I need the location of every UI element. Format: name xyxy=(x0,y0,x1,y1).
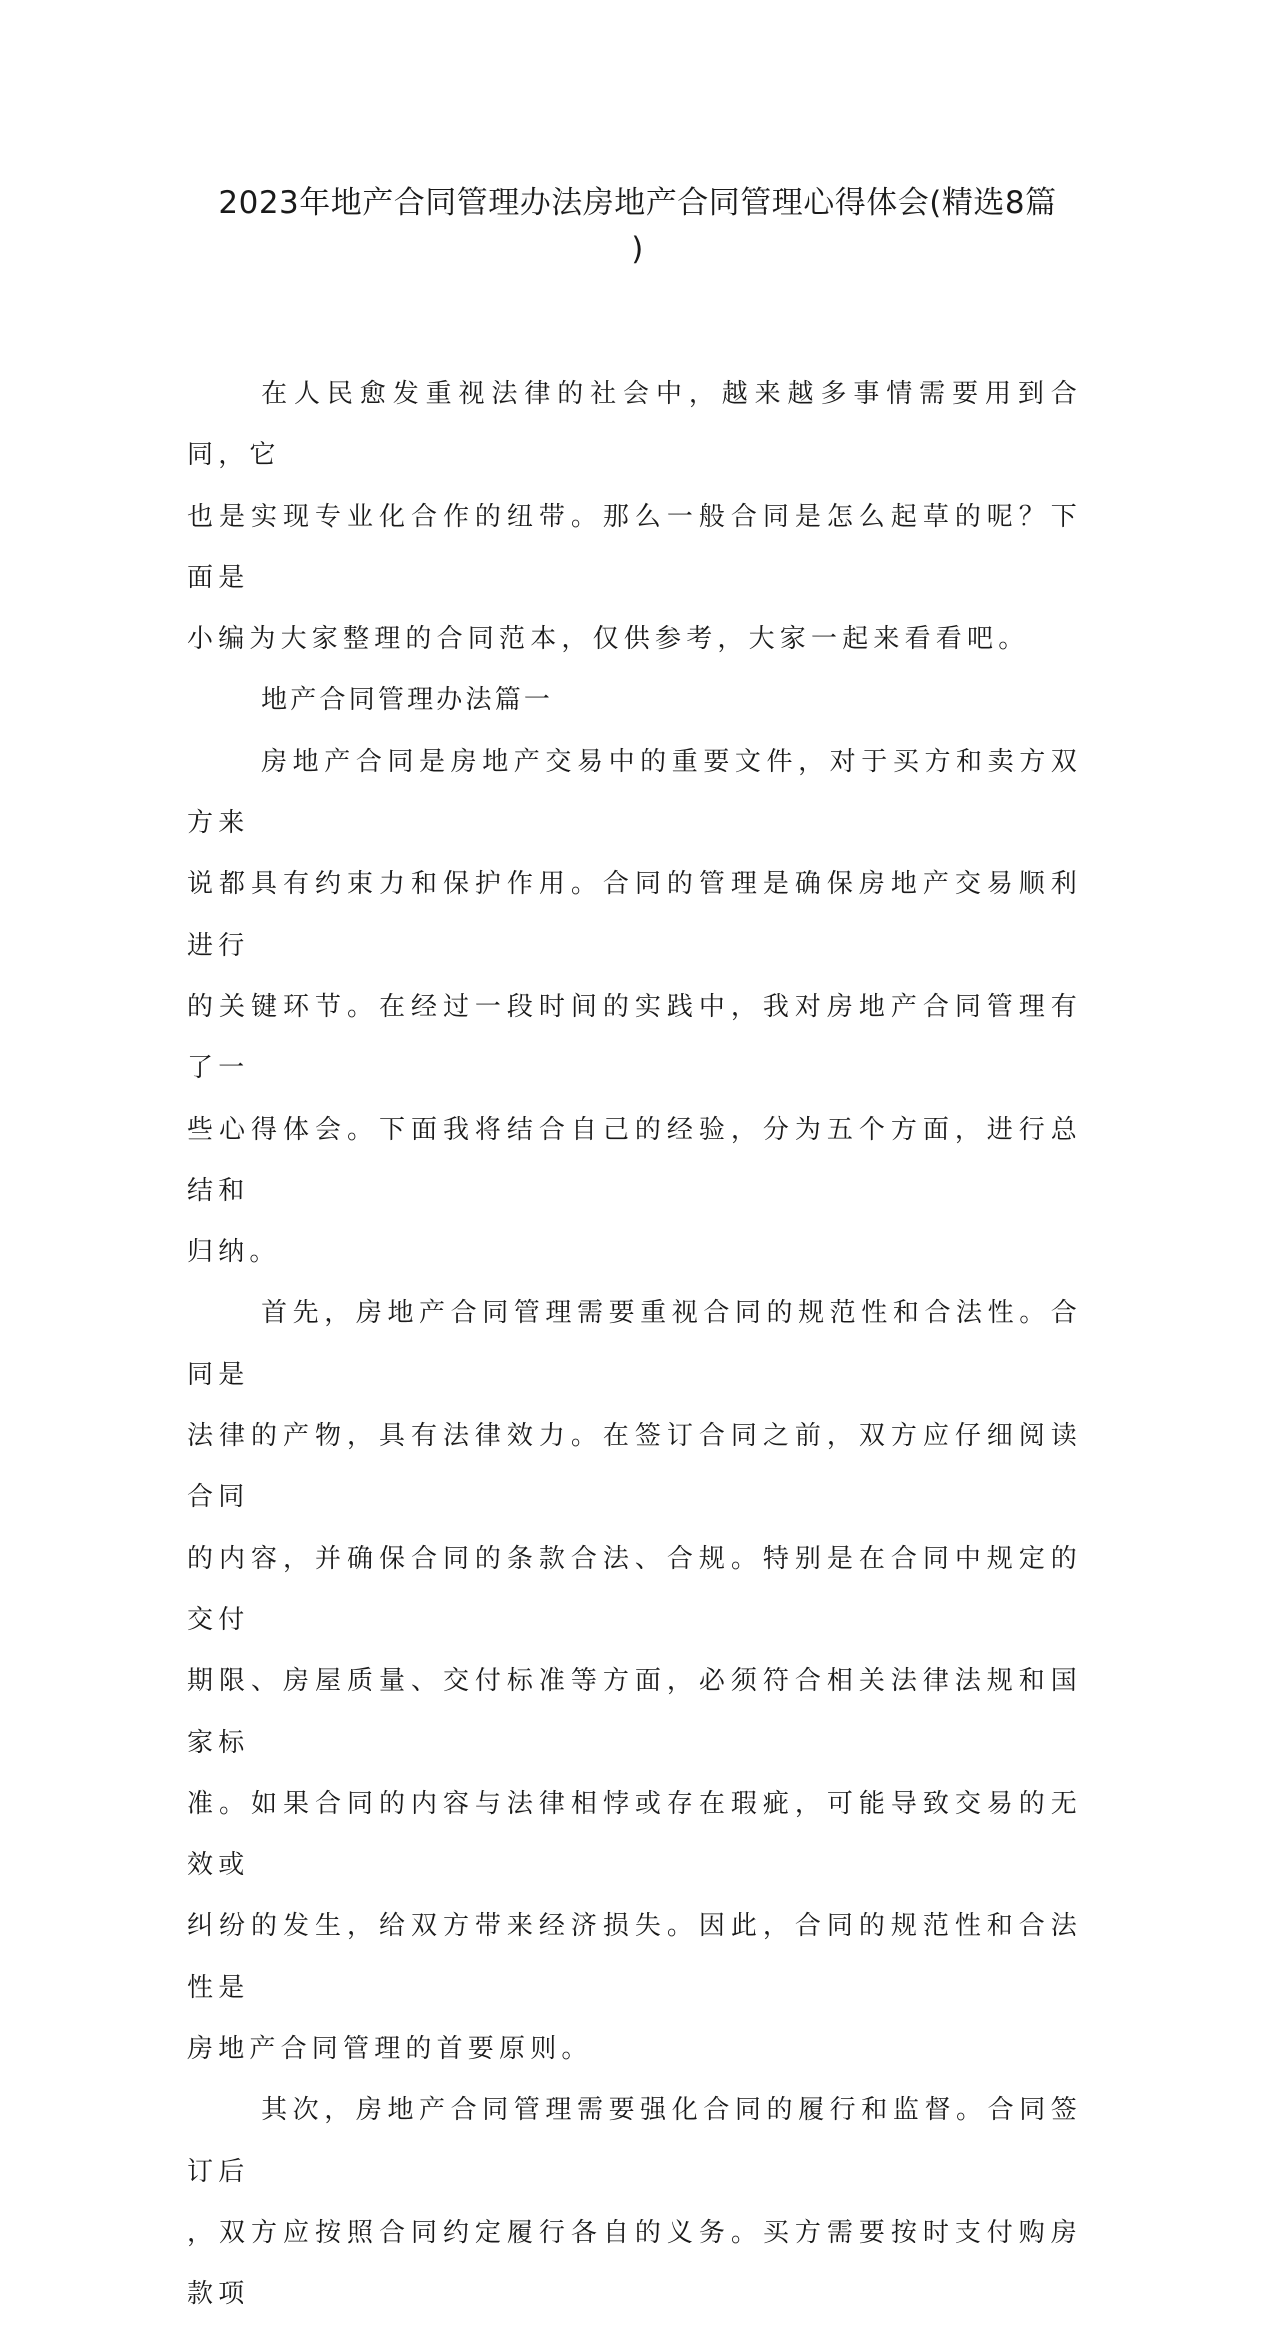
title-line-1: 2023年地产合同管理办法房地产合同管理心得体会(精选8篇 xyxy=(218,185,1057,221)
paragraph-line: 首先，房地产合同管理需要重视合同的规范性和合法性。合同是 xyxy=(187,1298,1082,1390)
body-paragraph xyxy=(187,732,1082,1284)
paragraph-line: 其次，房地产合同管理需要强化合同的履行和监督。合同签订后 xyxy=(187,2095,1082,2187)
paragraph-line: 法律的产物，具有法律效力。在签订合同之前，双方应仔细阅读合同 xyxy=(187,1421,1082,1513)
paragraph-line: 归纳。 xyxy=(187,1237,281,1268)
paragraph-line: 在人民愈发重视法律的社会中，越来越多事情需要用到合同，它 xyxy=(187,379,1082,471)
document-title xyxy=(170,180,1105,272)
section-heading xyxy=(187,670,1082,731)
paragraph-line: 期限、房屋质量、交付标准等方面，必须符合相关法律法规和国家标 xyxy=(187,1666,1082,1758)
title-line-2: ) xyxy=(631,231,644,267)
body-paragraph xyxy=(187,1283,1082,2080)
paragraph-line: 说都具有约束力和保护作用。合同的管理是确保房地产交易顺利进行 xyxy=(187,869,1082,961)
paragraph-line: 准。如果合同的内容与法律相悖或存在瑕疵，可能导致交易的无效或 xyxy=(187,1788,1082,1881)
paragraph-line: 纠纷的发生，给双方带来经济损失。因此，合同的规范性和合法性是 xyxy=(187,1911,1082,2003)
paragraph-line: 些心得体会。下面我将结合自己的经验，分为五个方面，进行总结和 xyxy=(187,1114,1082,1206)
paragraph-line: 房地产合同管理的首要原则。 xyxy=(187,2034,593,2065)
intro-paragraph xyxy=(187,364,1082,670)
paragraph-line: 也是实现专业化合作的纽带。那么一般合同是怎么起草的呢？下面是 xyxy=(187,501,1082,593)
document-body xyxy=(187,364,1082,2326)
paragraph-line: 的内容，并确保合同的条款合法、合规。特别是在合同中规定的交付 xyxy=(187,1543,1082,1635)
paragraph-line: 小编为大家整理的合同范本，仅供参考，大家一起来看看吧。 xyxy=(187,624,1030,655)
body-paragraph xyxy=(187,2080,1082,2325)
section-heading-text: 地产合同管理办法篇一 xyxy=(261,685,554,716)
paragraph-line: 房地产合同是房地产交易中的重要文件，对于买方和卖方双方来 xyxy=(187,746,1082,839)
paragraph-line: 的关键环节。在经过一段时间的实践中，我对房地产合同管理有了一 xyxy=(187,991,1082,1084)
paragraph-line: ，双方应按照合同约定履行各自的义务。买方需要按时支付购房款项 xyxy=(187,2217,1082,2310)
